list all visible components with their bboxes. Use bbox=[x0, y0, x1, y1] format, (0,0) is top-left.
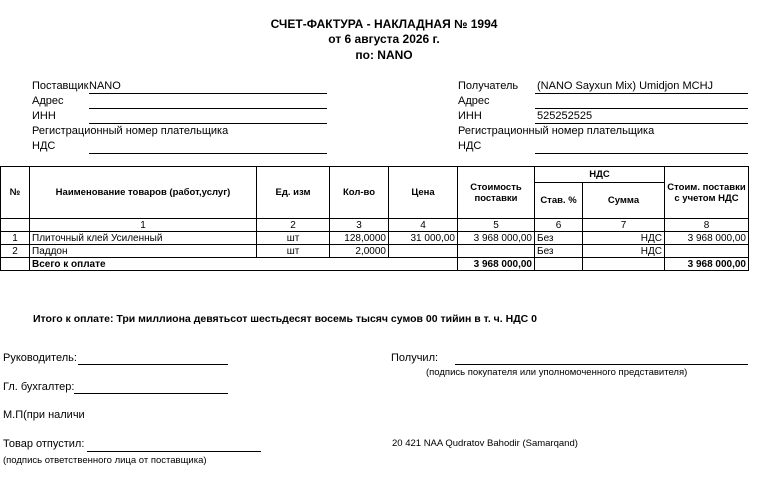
col-header-qty: Кол-во bbox=[330, 167, 389, 219]
recipient-underline bbox=[535, 93, 748, 94]
total-row bbox=[1, 258, 749, 271]
col-header-no: № bbox=[1, 167, 30, 219]
col-number: 3 bbox=[330, 219, 389, 232]
director-label: Руководитель: bbox=[3, 352, 77, 364]
summary-text: Итого к оплате: Три миллиона девятьсот шестьдесят восемь тысяч сумов 00 тийин в т. ч. НДС 0 bbox=[33, 313, 538, 325]
accountant-sign-line[interactable] bbox=[74, 393, 228, 394]
col-number: 2 bbox=[257, 219, 330, 232]
col-header-unit: Ед. изм bbox=[257, 167, 330, 219]
supplier-vat-label: НДС bbox=[32, 140, 56, 152]
accountant-label: Гл. бухгалтер: bbox=[3, 381, 75, 393]
row-no: 1 bbox=[1, 232, 30, 245]
released-label: Товар отпустил: bbox=[3, 438, 85, 450]
recipient-address-label: Адрес bbox=[458, 95, 490, 107]
row-unit: шт bbox=[257, 245, 330, 258]
received-sign-line[interactable] bbox=[455, 364, 748, 365]
recipient-inn-value: 525252525 bbox=[537, 110, 593, 122]
row-qty: 128,0000 bbox=[330, 232, 389, 245]
supplier-inn-label: ИНН bbox=[32, 110, 56, 122]
row-qty: 2,0000 bbox=[330, 245, 389, 258]
recipient-label: Получатель bbox=[458, 80, 519, 92]
total-sum: 3 968 000,00 bbox=[665, 258, 749, 271]
row-no: 2 bbox=[1, 245, 30, 258]
col-header-vat: НДС bbox=[535, 167, 665, 183]
doc-title: СЧЕТ-ФАКТУРА - НАКЛАДНАЯ № 1994 bbox=[270, 17, 498, 31]
supplier-underline bbox=[89, 93, 327, 94]
supplier-reg-label: Регистрационный номер плательщика bbox=[32, 125, 229, 137]
col-number: 6 bbox=[535, 219, 583, 232]
recipient-address-underline bbox=[535, 108, 748, 109]
col-number: 1 bbox=[30, 219, 257, 232]
row-vat-sum: НДС bbox=[583, 245, 665, 258]
row-total bbox=[665, 245, 749, 258]
total-label: Всего к оплате bbox=[30, 258, 458, 271]
row-name: Плиточный клей Усиленный bbox=[30, 232, 257, 245]
table-row bbox=[1, 245, 749, 258]
col-number: 4 bbox=[389, 219, 458, 232]
received-note: (подпись покупателя или уполномоченного представителя) bbox=[426, 367, 688, 378]
row-name: Паддон bbox=[30, 245, 257, 258]
row-vat-rate: Без bbox=[535, 232, 583, 245]
received-label: Получил: bbox=[391, 352, 439, 364]
row-unit: шт bbox=[257, 232, 330, 245]
supplier-address-underline bbox=[89, 108, 327, 109]
recipient-inn-underline bbox=[535, 123, 748, 124]
released-note: (подпись ответственного лица от поставщика) bbox=[3, 455, 207, 466]
supplier-vat-underline bbox=[89, 153, 327, 154]
row-cost: 3 968 000,00 bbox=[458, 232, 535, 245]
recipient-vat-underline bbox=[535, 153, 748, 154]
col-header-price: Цена bbox=[389, 167, 458, 219]
row-vat-rate: Без bbox=[535, 245, 583, 258]
doc-by: по: NANO bbox=[355, 48, 413, 62]
supplier-address-label: Адрес bbox=[32, 95, 64, 107]
proxy-text: 20 421 NAA Qudratov Bahodir (Samarqand) bbox=[392, 438, 578, 449]
col-number: 5 bbox=[458, 219, 535, 232]
stamp-label: М.П(при наличи bbox=[3, 409, 85, 421]
col-header-vat-rate: Став. % bbox=[535, 183, 583, 219]
col-header-vat-sum: Сумма bbox=[583, 183, 665, 219]
released-sign-line[interactable] bbox=[87, 451, 261, 452]
row-price bbox=[389, 245, 458, 258]
table-row bbox=[1, 232, 749, 245]
row-cost bbox=[458, 245, 535, 258]
supplier-value: NANO bbox=[89, 80, 121, 92]
supplier-label: Поставщик bbox=[32, 80, 89, 92]
recipient-vat-label: НДС bbox=[458, 140, 482, 152]
row-price: 31 000,00 bbox=[389, 232, 458, 245]
col-number: 7 bbox=[583, 219, 665, 232]
total-cost: 3 968 000,00 bbox=[458, 258, 535, 271]
row-vat-sum: НДС bbox=[583, 232, 665, 245]
col-number: 8 bbox=[665, 219, 749, 232]
col-header-total: Стоим. поставки с учетом НДС bbox=[665, 167, 749, 219]
doc-date: от 6 августа 2026 г. bbox=[328, 32, 440, 46]
col-header-cost: Стоимость поставки bbox=[458, 167, 535, 219]
supplier-inn-underline bbox=[89, 123, 327, 124]
recipient-inn-label: ИНН bbox=[458, 110, 482, 122]
invoice-table bbox=[0, 166, 749, 271]
row-total: 3 968 000,00 bbox=[665, 232, 749, 245]
recipient-value: (NANO Sayxun Mix) Umidjon MCHJ bbox=[537, 80, 714, 92]
recipient-reg-label: Регистрационный номер плательщика bbox=[458, 125, 655, 137]
director-sign-line[interactable] bbox=[78, 364, 228, 365]
col-header-name: Наименование товаров (работ,услуг) bbox=[30, 167, 257, 219]
